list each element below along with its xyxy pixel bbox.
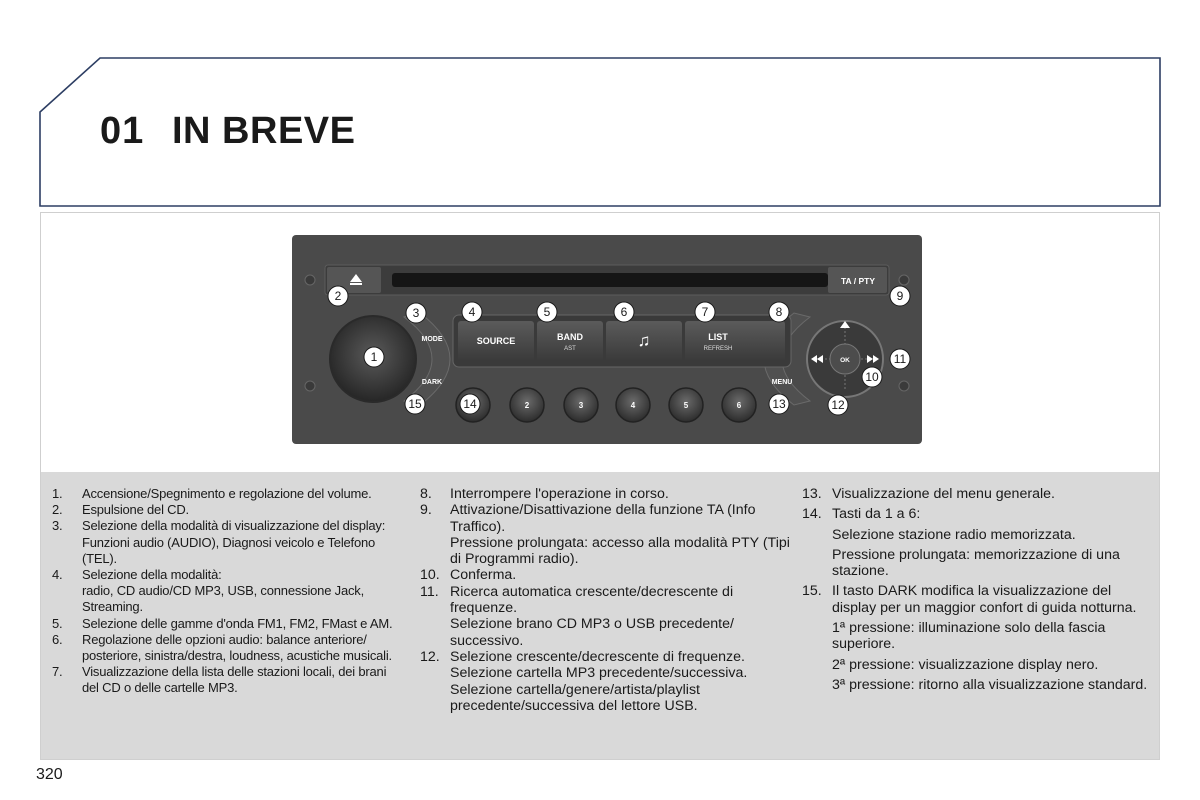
- svg-text:LIST: LIST: [708, 332, 728, 342]
- svg-text:9: 9: [896, 289, 904, 303]
- legend-item-number: 15.: [802, 583, 822, 600]
- legend-item: [52, 486, 404, 502]
- legend-column-3: [802, 486, 1152, 693]
- legend-item: [420, 486, 790, 502]
- svg-text:6: 6: [736, 401, 742, 410]
- audio-settings-button[interactable]: [606, 321, 682, 361]
- preset-button-3[interactable]: [564, 388, 598, 422]
- svg-text:10: 10: [865, 370, 879, 384]
- legend-item: [52, 567, 404, 616]
- legend-item-text: Ricerca automatica crescente/decrescente di frequenze.: [450, 583, 734, 617]
- svg-text:14: 14: [463, 397, 477, 411]
- svg-text:1: 1: [370, 350, 378, 364]
- svg-text:BAND: BAND: [557, 332, 583, 342]
- preset-button-2[interactable]: [510, 388, 544, 422]
- legend-item-subtext: radio, CD audio/CD MP3, USB, connessione Jack, Streaming.: [82, 583, 364, 615]
- svg-text:15: 15: [408, 397, 422, 411]
- legend-item-text: Selezione della modalità di visualizzazione del display:: [82, 518, 386, 534]
- legend-column-1: [52, 486, 404, 697]
- legend-item-text: Selezione delle gamme d'onda FM1, FM2, FMast e AM.: [82, 615, 393, 631]
- svg-text:11: 11: [893, 352, 907, 366]
- legend-item-subtext: 3ª pressione: ritorno alla visualizzazione standard.: [832, 676, 1148, 693]
- svg-text:4: 4: [468, 305, 476, 319]
- legend-item-subtext: Funzioni audio (AUDIO), Diagnosi veicolo e Telefono (TEL).: [82, 534, 376, 566]
- chapter-number: 01: [100, 110, 145, 152]
- list-button[interactable]: [685, 321, 785, 361]
- source-button[interactable]: [458, 321, 534, 361]
- legend-column-2: [420, 486, 790, 714]
- legend-item: [52, 632, 404, 664]
- legend-item-text: Il tasto DARK modifica la visualizzazione del display per un maggior confort di guida notturna.: [832, 583, 1137, 616]
- legend-item-number: 4.: [52, 567, 63, 583]
- legend-item: [52, 616, 404, 632]
- legend-item-text: Interrompere l'operazione in corso.: [450, 486, 669, 502]
- svg-text:2: 2: [524, 401, 530, 410]
- legend-item-number: 1.: [52, 486, 63, 501]
- legend-item-text: Conferma.: [450, 567, 517, 584]
- svg-text:TA / PTY: TA / PTY: [841, 276, 875, 286]
- svg-text:2: 2: [334, 289, 342, 303]
- legend-item-subtext: Pressione prolungata: memorizzazione di una stazione.: [832, 546, 1120, 580]
- legend-item-subtext: Selezione brano CD MP3 o USB precedente/ successivo.: [450, 616, 734, 649]
- legend-item-number: 7.: [52, 664, 63, 680]
- svg-text:3: 3: [412, 306, 420, 320]
- band-button[interactable]: [537, 321, 603, 361]
- legend-item-text: Attivazione/Disattivazione della funzione TA (Info Traffico).: [450, 502, 756, 535]
- legend-item-number: 10.: [420, 567, 440, 584]
- legend-item-subtext: 2ª pressione: visualizzazione display nero.: [832, 656, 1099, 673]
- legend-item: [802, 486, 1152, 502]
- legend-item: [802, 506, 1152, 579]
- legend-item: [420, 567, 790, 583]
- legend-item-text: Visualizzazione della lista delle stazioni locali, dei brani del CD o delle cartelle MP3.: [82, 664, 387, 696]
- legend-item-text: Selezione crescente/decrescente di frequenze.: [450, 648, 745, 665]
- legend-item-subtext: Selezione stazione radio memorizzata.: [832, 526, 1076, 543]
- svg-text:7: 7: [701, 305, 709, 319]
- svg-text:13: 13: [772, 397, 786, 411]
- chapter-title: IN BREVE: [172, 110, 356, 152]
- legend-item: [420, 502, 790, 567]
- svg-text:REFRESH: REFRESH: [703, 346, 733, 352]
- mode-button[interactable]: MODE: [421, 336, 443, 343]
- dark-button[interactable]: DARK: [421, 379, 443, 386]
- ok-button: OK: [840, 357, 850, 364]
- legend-item-text: Tasti da 1 a 6:: [832, 506, 921, 523]
- menu-button[interactable]: MENU: [771, 379, 793, 386]
- music-note-icon: ♫: [637, 331, 651, 350]
- chapter-header-frame: [0, 0, 1200, 210]
- page-number: 320: [36, 766, 63, 783]
- legend-item-number: 2.: [52, 502, 63, 518]
- svg-text:3: 3: [578, 401, 584, 410]
- legend-item-number: 6.: [52, 631, 63, 647]
- legend-item-number: 11.: [420, 583, 439, 600]
- legend-item-text: Accensione/Spegnimento e regolazione del volume.: [82, 486, 372, 501]
- legend-item-number: 9.: [420, 502, 432, 519]
- legend-item-text: Visualizzazione del menu generale.: [832, 486, 1055, 502]
- legend-item-number: 8.: [420, 486, 432, 502]
- radio-illustration: [292, 235, 922, 445]
- cd-slot: [392, 273, 828, 287]
- legend-item-number: 12.: [420, 648, 440, 665]
- legend-item: [802, 583, 1152, 693]
- svg-text:12: 12: [831, 398, 845, 412]
- legend-item-subtext: Selezione cartella/genere/artista/playlist precedente/successiva del lettore USB.: [450, 681, 700, 714]
- legend-item-text: Espulsione del CD.: [82, 502, 189, 518]
- legend-item-subtext: Selezione cartella MP3 precedente/successiva.: [450, 665, 748, 682]
- legend-item-subtext: 1ª pressione: illuminazione solo della fascia superiore.: [832, 620, 1106, 653]
- svg-text:6: 6: [620, 305, 628, 319]
- legend-item: [52, 664, 404, 696]
- svg-text:5: 5: [683, 401, 689, 410]
- legend-item-number: 13.: [802, 486, 822, 502]
- preset-button-4[interactable]: [616, 388, 650, 422]
- svg-text:4: 4: [630, 401, 636, 410]
- legend-item-number: 3.: [52, 518, 63, 534]
- legend-item: [52, 502, 404, 518]
- legend-item-number: 5.: [52, 615, 63, 631]
- legend-item-text: Regolazione delle opzioni audio: balance anteriore/ posteriore, sinistra/destra, loudness, acustiche musicali.: [82, 631, 392, 664]
- svg-text:8: 8: [775, 305, 783, 319]
- preset-button-5[interactable]: [669, 388, 703, 422]
- ta-pty-button[interactable]: [828, 267, 887, 293]
- svg-text:5: 5: [543, 305, 551, 319]
- legend-item-number: 14.: [802, 506, 822, 523]
- legend-item: [420, 584, 790, 649]
- svg-text:SOURCE: SOURCE: [476, 336, 516, 346]
- svg-text:AST: AST: [564, 346, 576, 352]
- legend-item-subtext: Pressione prolungata: accesso alla modalità PTY (Tipi di Programmi radio).: [450, 534, 790, 568]
- legend-item: [52, 518, 404, 567]
- preset-button-6[interactable]: [722, 388, 756, 422]
- legend-item: [420, 649, 790, 714]
- legend-item-text: Selezione della modalità:: [82, 567, 222, 583]
